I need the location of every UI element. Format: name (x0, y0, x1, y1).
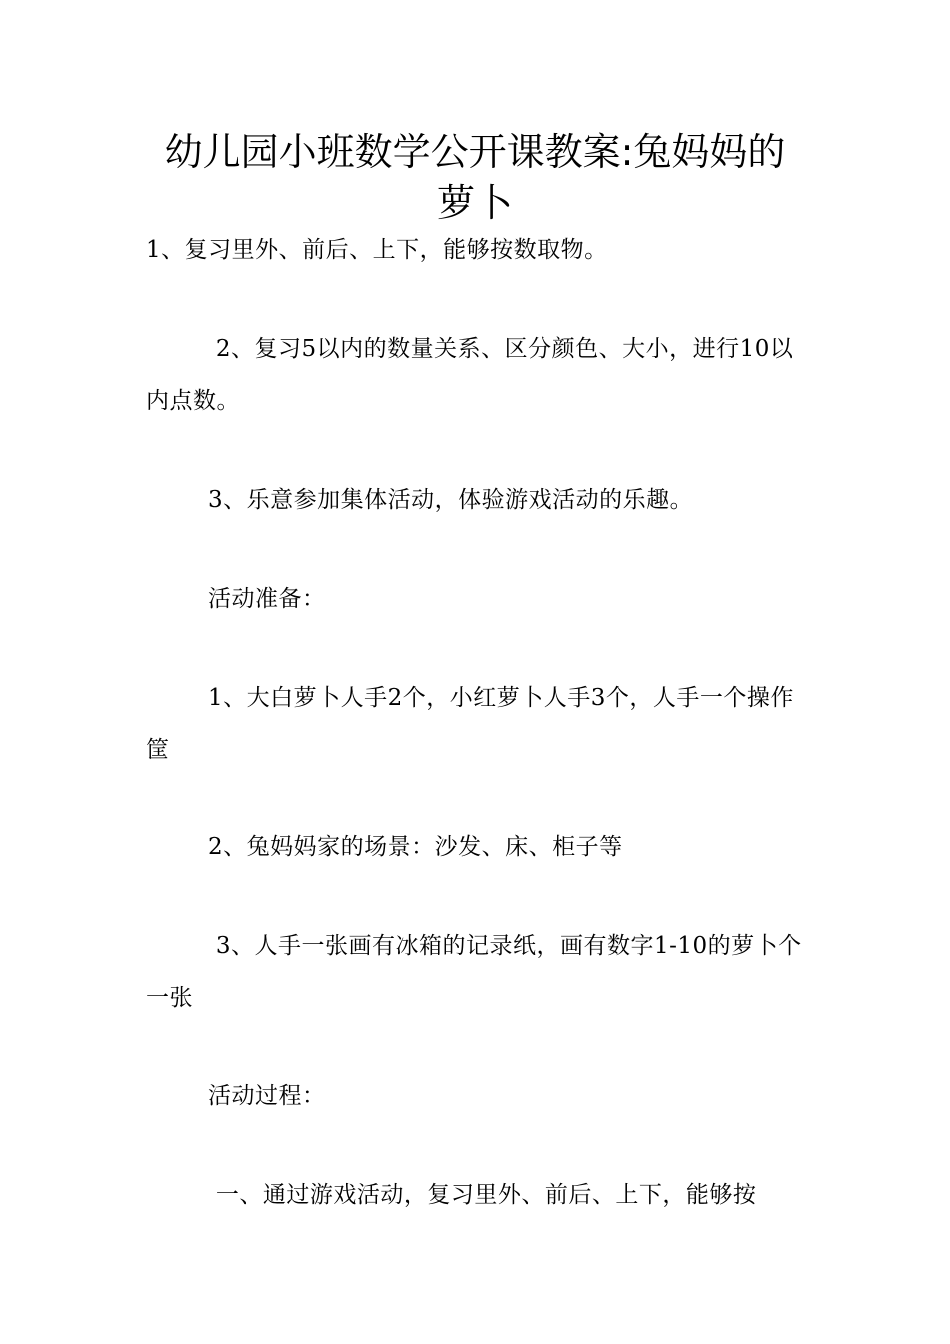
document-title-line-2: 萝卜 (436, 181, 513, 225)
paragraph-preparation-1: 1、大白萝卜人手2个，小红萝卜人手3个，人手一个操作筐 (146, 685, 794, 763)
paragraph-process-1: 一、通过游戏活动，复习里外、前后、上下，能够按 (208, 1182, 757, 1208)
paragraph-preparation-2: 2、兔妈妈家的场景：沙发、床、柜子等 (208, 834, 623, 860)
paragraph-objective-3: 3、乐意参加集体活动，体验游戏活动的乐趣。 (208, 487, 694, 513)
paragraph-objective-1: 1、复习里外、前后、上下，能够按数取物。 (146, 237, 608, 263)
document-title-line-1: 幼儿园小班数学公开课教案:兔妈妈的 (164, 130, 786, 174)
section-heading-preparation: 活动准备： (208, 586, 326, 612)
section-heading-process: 活动过程： (208, 1083, 326, 1109)
paragraph-preparation-3: 3、人手一张画有冰箱的记录纸，画有数字1-10的萝卜个一张 (146, 933, 802, 1011)
paragraph-objective-2: 2、复习5以内的数量关系、区分颜色、大小，进行10以内点数。 (146, 336, 794, 414)
